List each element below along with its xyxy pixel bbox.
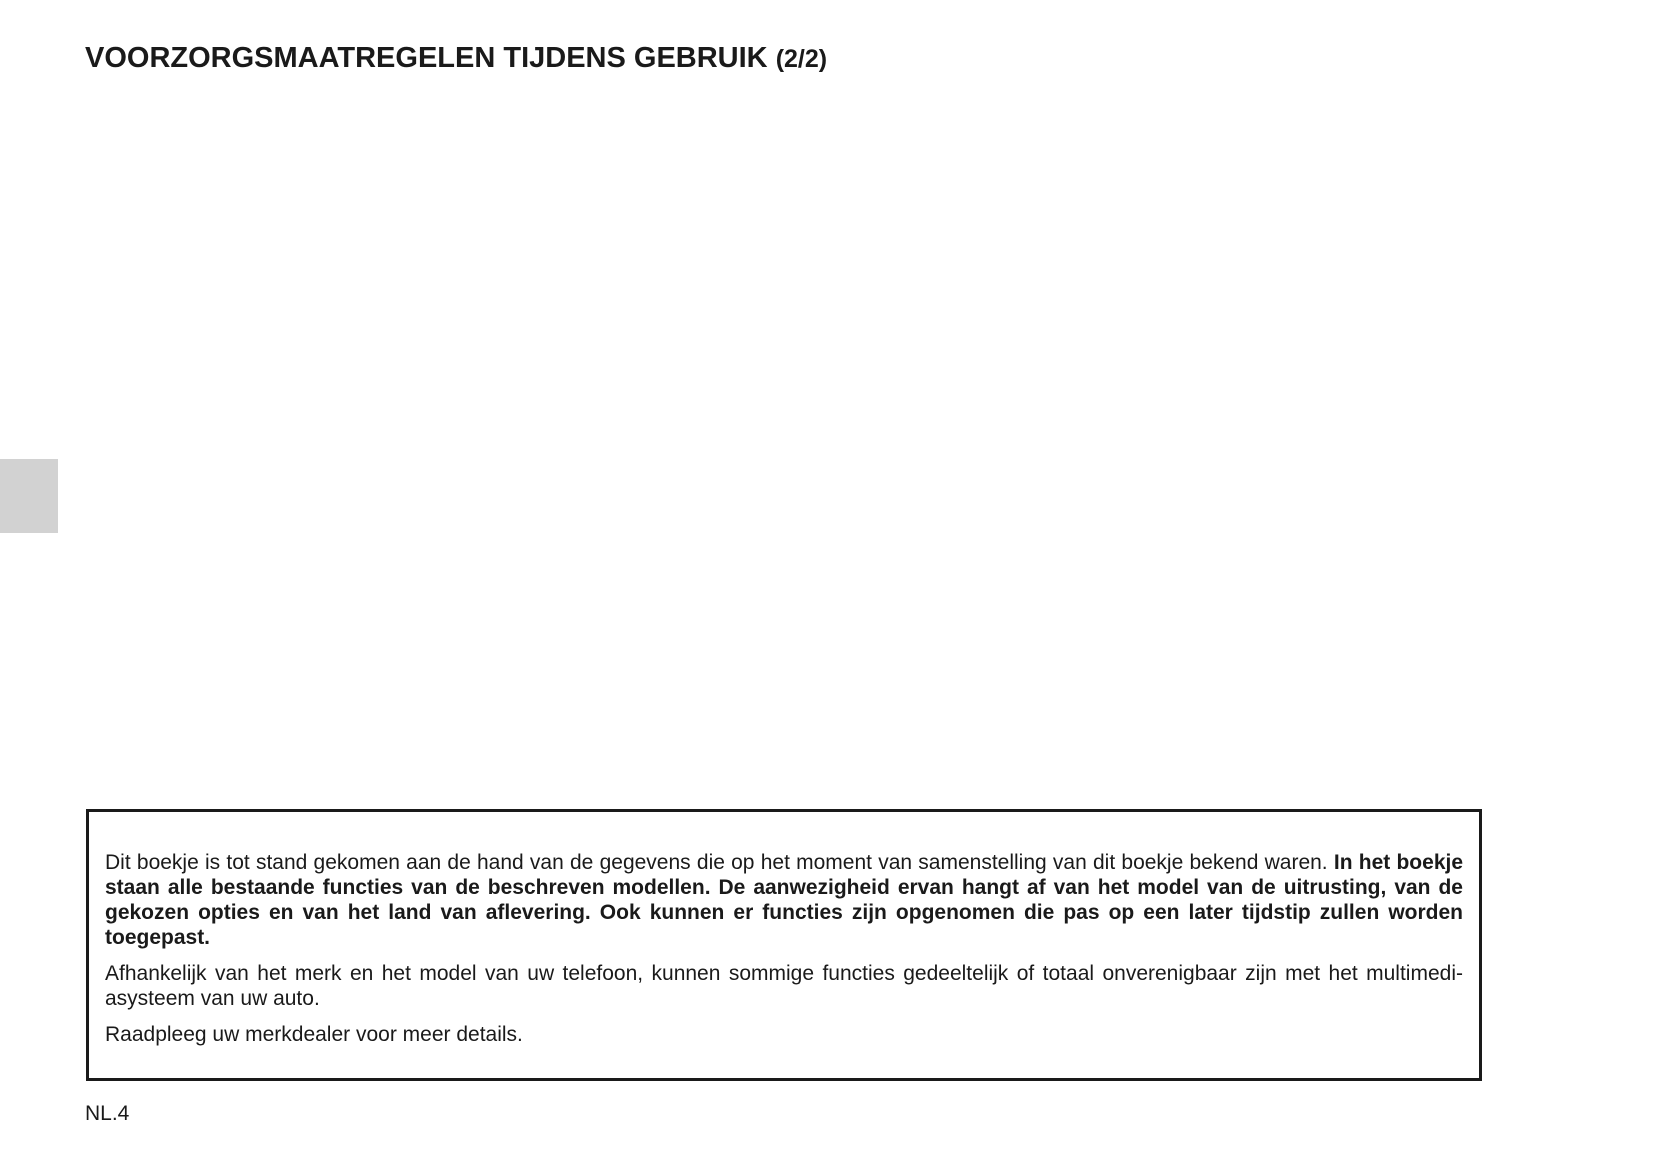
- page-title-part: (2/2): [775, 45, 828, 73]
- note-paragraph-1-bold: In het boekje staan alle bestaande functies van de beschreven modellen. De aanwezigheid ervan hangt af van het model van de uitrusting, van de gekozen opties en van het land van aflevering. Ook kunnen er functies zijn opgenomen die pas op een later tijdstip zullen worden toegepast.: [105, 851, 1464, 949]
- page-title-text: VOORZORGSMAATREGELEN TIJDENS GEBRUIK: [85, 42, 768, 74]
- information-note-box: [86, 809, 1482, 1081]
- note-paragraph-2: Afhankelijk van het merk en het model van uw telefoon, kunnen sommige functies gedeeltelijk of totaal onverenigbaar zijn met het multimediasysteem van uw auto.: [105, 962, 1463, 1010]
- section-side-tab: [0, 459, 58, 533]
- note-paragraph-1-regular: Dit boekje is tot stand gekomen aan de hand van de gegevens die op het moment van samenstelling van dit boekje bekend waren.: [105, 851, 1328, 874]
- note-paragraph-3: Raadpleeg uw merkdealer voor meer details.: [105, 1023, 523, 1046]
- page-number: NL.4: [85, 1102, 130, 1125]
- page-title: [85, 40, 827, 77]
- note-paragraph-1: [105, 850, 1463, 950]
